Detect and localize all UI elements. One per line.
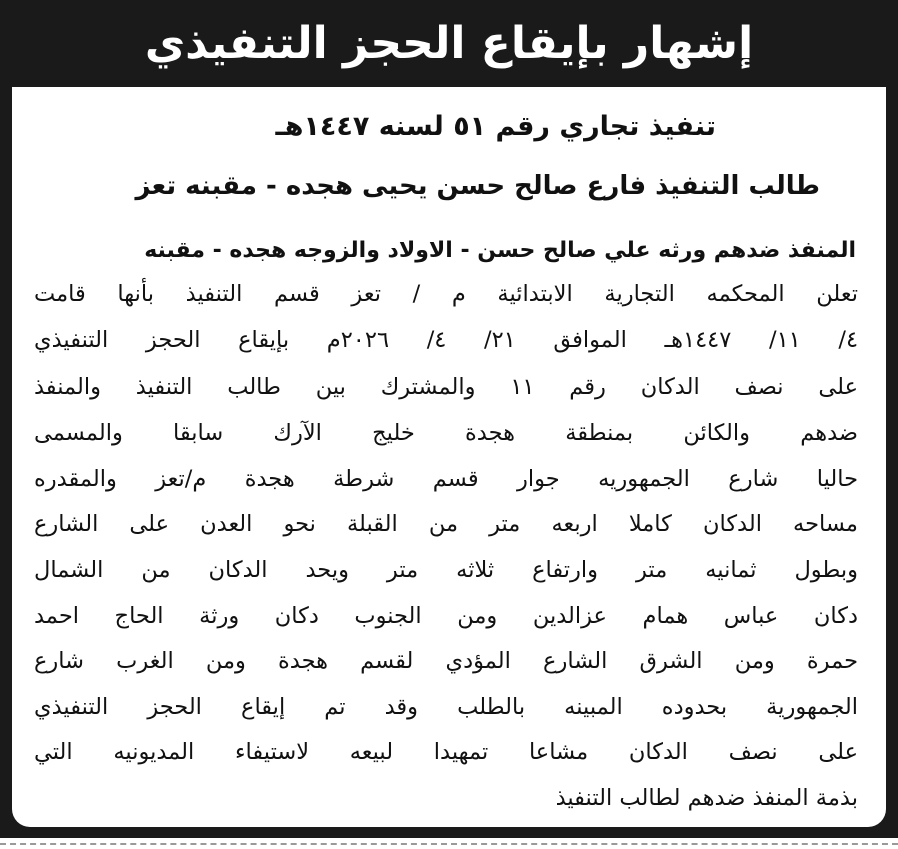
body-line: بذمة المنفذ ضدهم لطالب التنفيذ	[555, 785, 858, 811]
notice-body-panel	[12, 87, 886, 827]
body-line: الجمهورية بحدوده المبينه بالطلب وقد تم إيقاع الحجز التنفيذي	[34, 694, 858, 720]
body-line: ضدهم والكائن بمنطقة هجدة خليج الآرك سابقا والمسمى	[34, 420, 858, 446]
body-line: حاليا شارع الجمهوريه جوار قسم شرطة هجدة م/تعز والمقدره	[34, 466, 858, 492]
claimant-line: طالب التنفيذ فارع صالح حسن يحيى هجده - مقبنه تعز	[135, 171, 820, 201]
body-line: مساحه الدكان كاملا اربعه متر من القبلة نحو العدن على الشارع	[34, 511, 858, 537]
body-line: تعلن المحكمه التجارية الابتدائية م / تعز قسم التنفيذ بأنها قامت	[34, 281, 858, 307]
case-title: تنفيذ تجاري رقم ٥١ لسنه ١٤٤٧هـ	[275, 111, 716, 142]
respondent-line: المنفذ ضدهم ورثه علي صالح حسن - الاولاد والزوجه هجده - مقبنه	[144, 238, 856, 263]
notice-header	[0, 0, 898, 87]
body-line: حمرة ومن الشرق الشارع المؤدي لقسم هجدة ومن الغرب شارع	[34, 648, 858, 674]
cut-line-divider	[0, 843, 898, 845]
body-line: وبطول ثمانيه متر وارتفاع ثلاثه متر ويحد الدكان من الشمال	[34, 557, 858, 583]
body-line: على نصف الدكان مشاعا تمهيدا لبيعه لاستيفاء المديونيه التي	[34, 739, 858, 765]
body-line: ٤/ ١١/ ١٤٤٧هـ الموافق ٢١/ ٤/ ٢٠٢٦م بإيقاع الحجز التنفيذي	[34, 327, 859, 353]
notice-title: إشهار بإيقاع الحجز التنفيذي	[144, 17, 754, 69]
body-line: على نصف الدكان رقم ١١ والمشترك بين طالب التنفيذ والمنفذ	[34, 374, 858, 400]
body-line: دكان عباس همام عزالدين ومن الجنوب دكان ورثة الحاج احمد	[34, 603, 858, 629]
